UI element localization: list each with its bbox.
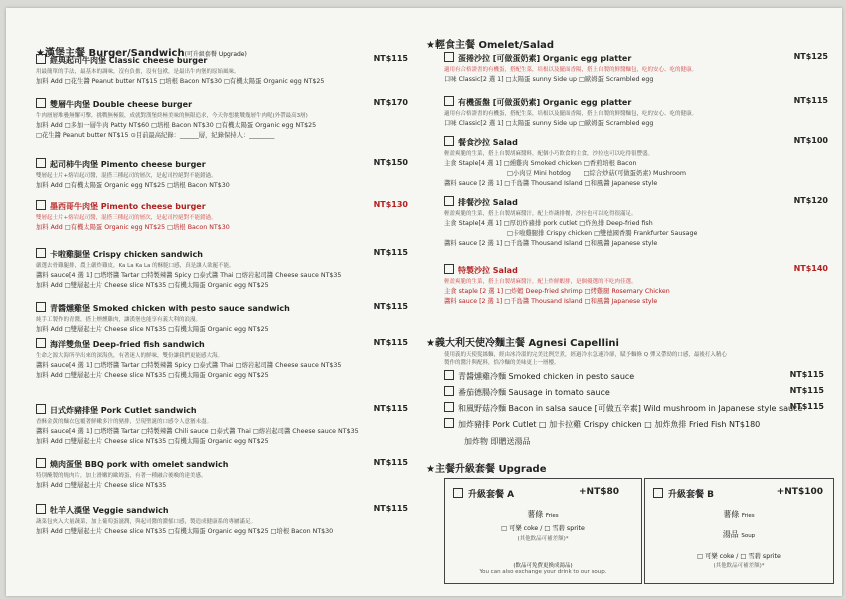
upgrade-b-note: (其他飲品可補差額)* <box>713 563 765 569</box>
item-addon-line[interactable]: 加料 Add □有機太陽蛋 Organic egg NT$25 □培根 Bacon NT$30 <box>36 224 230 231</box>
item-price: NT$115 <box>373 404 408 413</box>
item-desc: 純手工製作的青醬，搭上煙燻雞肉，讓漢堡也能享有義大利的浪漫。 <box>36 317 202 323</box>
menu-paper <box>6 8 842 596</box>
capellini-item-name: 番茄德腸冷麵 Sausage in tomato sauce <box>458 388 610 397</box>
item-price: NT$115 <box>373 458 408 467</box>
item-name-text: 起司柿牛肉堡 Pimento cheese burger <box>50 160 206 169</box>
upgrade-a-foot-1: (飲品可免費更換成湯品) <box>513 563 573 569</box>
item-name <box>444 264 836 276</box>
item-checkbox[interactable] <box>444 96 454 106</box>
item-price: NT$140 <box>793 264 828 273</box>
item-name-text: 日式炸豬排堡 Pork Cutlet sandwich <box>50 406 197 415</box>
item-desc: 香酥金黃的麵衣包覆著鮮嫩多汁的豬排，呈現聖誕的口感令人意猶未盡。 <box>36 419 213 425</box>
burger-item[interactable] <box>36 504 416 535</box>
capellini-item-price: NT$115 <box>789 402 824 411</box>
item-desc: 生命之源大海所孕出來的深海魚，有著迷人的鮮味，雙份讓我們更能感大海。 <box>36 353 224 359</box>
item-name <box>36 404 416 416</box>
item-name-text: 蛋捲沙拉 [可做蛋奶素] Organic egg platter <box>458 54 632 63</box>
upgrade-b-label: 升級套餐 B <box>668 490 714 500</box>
item-desc: 蔬菜包夾入大量蔬菜，加上葡萄蛋滋潤，與起司醬的濃郁口感，製造成健康系的專屬滿足。 <box>36 519 257 525</box>
capellini-item[interactable] <box>444 402 824 414</box>
item-name <box>36 248 416 260</box>
item-name <box>36 98 416 110</box>
item-option-line[interactable]: 主食 staple [2 選 1] □炸蝦 Deep-fried shrimp □烤雞腿 Rosemary Chicken <box>444 288 670 295</box>
burger-item[interactable] <box>36 248 416 289</box>
item-checkbox[interactable] <box>444 386 454 396</box>
item-name <box>36 504 416 516</box>
item-addon-line[interactable]: 加料 Add □雙層起士片 Cheese slice NT$35 □有機太陽蛋 Organic egg NT$25 <box>36 372 269 379</box>
item-option-line[interactable]: 醬料 sauce [2 選 1] □千島醬 Thousand Island □和風醬 Japanese style <box>444 180 658 187</box>
item-name-text: 青醬燻雞堡 Smoked chicken with pesto sauce sandwich <box>50 304 290 313</box>
item-price: NT$150 <box>373 158 408 167</box>
burger-item[interactable] <box>36 404 416 445</box>
item-price: NT$115 <box>373 302 408 311</box>
upgrade-b-fries: 薯條 Fries <box>723 510 755 519</box>
item-option-line[interactable]: 口味 Classic[2 選 1] □太陽蛋 sunny Side up □歐姆蛋 Scrambled egg <box>444 120 654 127</box>
item-name <box>36 458 416 470</box>
item-checkbox[interactable] <box>444 52 454 62</box>
item-name <box>36 200 416 212</box>
item-name-text: 燒肉蛋堡 BBQ pork with omelet sandwich <box>50 460 229 469</box>
light-meal-item[interactable] <box>444 52 836 83</box>
light-meal-section-title: ★輕食主餐 Omelet/Salad <box>426 40 555 51</box>
item-option-line[interactable]: 口味 Classic[2 選 1] □太陽蛋 sunny Side up □歐姆蛋 Scrambled egg <box>444 76 654 83</box>
item-option-line[interactable]: □卡啦雞腿排 Crispy chicken □雙德國香腸 Frankfurter Sausage <box>444 230 698 237</box>
item-addon-line[interactable]: 加料 Add □雙層起士片 Cheese slice NT$35 □有機太陽蛋 Organic egg NT$25 □培根 Bacon NT$30 <box>36 528 334 535</box>
item-addon-line[interactable]: 加料 Add □雙層起士片 Cheese slice NT$35 □有機太陽蛋 Organic egg NT$25 <box>36 438 269 445</box>
upgrade-b-soup: 湯品 Soup <box>722 530 756 539</box>
upgrade-a-checkbox[interactable] <box>453 488 463 498</box>
item-checkbox[interactable] <box>444 370 454 380</box>
item-addon-line[interactable]: 加料 Add □雙層起士片 Cheese slice NT$35 <box>36 482 167 489</box>
capellini-desc-1: 使用義的天使髮絲麵，經由冰冷溫的完美比例烹煮，經過冷水急速冷卻，賦予麵條 Q 彈又帶勁的口感，最後打入精心 <box>444 352 727 358</box>
capellini-item-name: 青醬燻雞冷麵 Smoked chicken in pesto sauce <box>458 372 635 381</box>
item-price: NT$120 <box>793 196 828 205</box>
capellini-item[interactable] <box>444 370 824 382</box>
item-option-line[interactable]: 主食 Staple[4 選 1] □厚切炸豬排 pork cutlet □炸魚排 Deep-fried fish <box>444 220 653 227</box>
burger-item[interactable] <box>36 338 416 379</box>
item-checkbox[interactable] <box>36 248 46 258</box>
item-name-text: 海洋雙魚堡 Deep-fried fish sandwich <box>50 340 205 349</box>
item-name <box>444 196 836 208</box>
item-option-line[interactable]: 醬料 sauce [2 選 1] □千島醬 Thousand Island □和風醬 Japanese style <box>444 298 658 305</box>
item-name-text: 墨西哥牛肉堡 Pimento cheese burger <box>50 202 206 211</box>
item-name <box>36 302 416 314</box>
upgrade-b-drink[interactable]: □ 可樂 coke / □ 雪碧 sprite <box>697 553 781 560</box>
item-addon-line[interactable]: 加料 Add □雙層起士片 Cheese slice NT$35 □有機太陽蛋 Organic egg NT$25 <box>36 326 269 333</box>
item-price: NT$115 <box>793 96 828 105</box>
item-desc: 適用有合格證書的有機蛋，搭配生菜，培根以及擺面香陽，搭上自製的鮮醬麵包，吃的安心、吃的健康。 <box>444 111 698 117</box>
item-name <box>444 52 836 64</box>
upgrade-a-drink[interactable]: □ 可樂 coke / □ 雪碧 sprite <box>501 525 585 532</box>
upgrade-a-note: (其他飲品可補差額)* <box>517 536 569 542</box>
capellini-item-price: NT$115 <box>789 370 824 379</box>
capellini-desc-2: 製作的醬汁與配料，恰冷麵的美味更上一層樓。 <box>444 360 560 366</box>
item-desc: 特別醃製的燒肉片，加上滑嫩的歐姆蛋，有著一種融合後喚的達美感。 <box>36 473 207 479</box>
capellini-section-title: ★義大利天使冷麵主餐 Agnesi Capellini <box>426 338 619 349</box>
item-checkbox[interactable] <box>36 302 46 312</box>
item-name-text: 有機蛋盤 [可做蛋奶素] Organic egg platter <box>458 98 632 107</box>
item-name-text: 卡啦雞腿堡 Crispy chicken sandwich <box>50 250 203 259</box>
item-price: NT$115 <box>373 248 408 257</box>
item-option-line[interactable]: □小肉豆 Mini hotdog □綜合炒菇(可做蛋奶素) Mushroom <box>444 170 687 177</box>
burger-item[interactable] <box>36 302 416 333</box>
item-price: NT$115 <box>373 338 408 347</box>
item-checkbox[interactable] <box>36 504 46 514</box>
upgrade-set-a[interactable] <box>444 478 642 584</box>
burger-section-title: ★漢堡主餐 Burger/Sandwich(可升級套餐 Upgrade) <box>36 48 247 59</box>
item-name-text: 牡羊人漢堡 Veggie sandwich <box>50 506 169 515</box>
item-checkbox[interactable] <box>36 158 46 168</box>
item-name <box>36 338 416 350</box>
item-desc: 雙層起士片+熔岩起司醬，混搭三種起司的層次，是起司控絕對不能錯過。 <box>36 173 217 179</box>
capellini-item[interactable] <box>444 386 824 398</box>
capellini-item[interactable] <box>444 418 824 430</box>
item-addon-line[interactable]: 醬料 sauce[4 選 1] □塔塔醬 Tartar □特製辣醬 Spicy □泰式醬 Thai □熔岩起司醬 Cheese sauce NT$35 <box>36 272 342 279</box>
item-checkbox[interactable] <box>444 136 454 146</box>
item-name-text: 排餐沙拉 Salad <box>458 198 518 207</box>
item-checkbox[interactable] <box>444 196 454 206</box>
capellini-extra: 加炸物 即贈送湯品 <box>464 437 531 446</box>
item-option-line[interactable]: 主食 Staple[4 選 1] □燻雞肉 Smoked chicken □香煎培根 Bacon <box>444 160 637 167</box>
item-price: NT$115 <box>373 54 408 63</box>
item-option-line[interactable]: 醬料 sauce [2 選 1] □千島醬 Thousand Island □和風醬 Japanese style <box>444 240 658 247</box>
item-addon-line[interactable]: □花生醬 Peanut butter NT$15 ⊙目前最高紀錄：______層，紀錄保持人：________ <box>36 132 275 139</box>
item-desc: 輕盈爽脆的生菜，搭上自製胡麻醬料，配個小巧飲食的主食，沙拉也可以吃得很豐盛。 <box>444 151 654 157</box>
upgrade-set-b[interactable] <box>644 478 834 584</box>
item-checkbox[interactable] <box>444 418 454 428</box>
item-desc: 適用有合格證書的有機蛋，搭配生菜，培根以及擺面香陽，搭上自製的鮮醬麵包，吃的安心、吃的健康。 <box>444 67 698 73</box>
item-price: NT$115 <box>373 504 408 513</box>
upgrade-a-fries: 薯條 Fries <box>527 510 559 519</box>
item-price: NT$125 <box>793 52 828 61</box>
light-meal-item[interactable] <box>444 264 836 305</box>
light-meal-item[interactable] <box>444 196 836 247</box>
item-addon-line[interactable]: 加料 Add □有機太陽蛋 Organic egg NT$25 □培根 Bacon NT$30 <box>36 182 230 189</box>
item-checkbox[interactable] <box>36 54 46 64</box>
upgrade-a-price: +NT$80 <box>579 487 619 497</box>
item-name-text: 經典起司牛肉堡 Classic cheese burger <box>50 56 208 65</box>
item-checkbox[interactable] <box>36 404 46 414</box>
item-checkbox[interactable] <box>444 402 454 412</box>
item-checkbox[interactable] <box>444 264 454 274</box>
upgrade-b-checkbox[interactable] <box>653 488 663 498</box>
item-desc: 輕盈爽脆的生菜，搭上自製胡麻醬汁，配上炸鮮蝦排，是個優選的不吃肉佳選。 <box>444 279 637 285</box>
upgrade-a-label: 升級套餐 A <box>468 490 515 500</box>
item-name-text: 餐食沙拉 Salad <box>458 138 518 147</box>
item-desc: 嚴選去骨雞腿排，農上嚴炸雞皮，Ka La Ka La 的酥脆口感，真是讓人欲罷不能。 <box>36 263 235 269</box>
item-checkbox[interactable] <box>36 338 46 348</box>
burger-item[interactable] <box>36 158 416 189</box>
upgrade-section-title: ★主餐升級套餐 Upgrade <box>426 464 547 475</box>
item-name <box>444 136 836 148</box>
item-addon-line[interactable]: 加料 Add □多加一層牛肉 Patty NT$60 □培根 Bacon NT$30 □有機太陽蛋 Organic egg NT$25 <box>36 122 317 129</box>
item-name <box>444 96 836 108</box>
burger-item[interactable] <box>36 200 416 231</box>
burger-item[interactable] <box>36 98 416 139</box>
item-price: NT$130 <box>373 200 408 209</box>
item-addon-line[interactable]: 醬料 sauce[4 選 1] □塔塔醬 Tartar □特製辣醬 Chili sauce □泰式醬 Thai □熔岩起司醬 Cheese sauce NT$35 <box>36 428 359 435</box>
light-meal-item[interactable] <box>444 136 836 187</box>
item-desc: 牛肉層層堆疊無懈可擊，挑戰無極限，成就對漢堡終極美味的無限追求，今天你想挑戰幾層牛肉呢(外帶最高3層) <box>36 113 308 119</box>
item-desc: 雙層起士片+熔岩起司醬，混搭三種起司的層次，是起司控絕對不能錯過。 <box>36 215 217 221</box>
item-name-text: 雙層牛肉堡 Double cheese burger <box>50 100 193 109</box>
item-checkbox[interactable] <box>36 98 46 108</box>
item-name <box>36 158 416 170</box>
item-desc: 輕盈爽脆的生菜，搭上自製胡麻醬汁，配上炸蔬排餐，沙拉也可以吃得很滿足。 <box>444 211 637 217</box>
capellini-item-name: 加炸豬排 Pork Cutlet □ 加卡拉雞 Crispy chicken □ 加炸魚排 Fried Fish NT$180 <box>458 420 761 429</box>
item-addon-line[interactable]: 醬料 sauce[4 選 1] □塔塔醬 Tartar □特製辣醬 Spicy □泰式醬 Thai □熔岩起司醬 Cheese sauce NT$35 <box>36 362 342 369</box>
burger-item[interactable] <box>36 54 416 85</box>
item-name <box>36 54 416 66</box>
item-price: NT$100 <box>793 136 828 145</box>
item-desc: 用最簡單的手法，最基本的調味，沒有負擔，沒有包袱，是最出牛肉堡的原始風味。 <box>36 69 240 75</box>
upgrade-a-foot-2: You can also exchange your drink to our soup. <box>479 569 607 575</box>
upgrade-b-price: +NT$100 <box>776 487 823 497</box>
item-checkbox[interactable] <box>36 200 46 210</box>
item-addon-line[interactable]: 加料 Add □花生醬 Peanut butter NT$15 □培根 Bacon NT$30 □有機太陽蛋 Organic egg NT$25 <box>36 78 325 85</box>
item-checkbox[interactable] <box>36 458 46 468</box>
capellini-item-price: NT$115 <box>789 386 824 395</box>
item-name-text: 特製沙拉 Salad <box>458 266 518 275</box>
item-price: NT$170 <box>373 98 408 107</box>
light-meal-item[interactable] <box>444 96 836 127</box>
capellini-item-name: 和風野菇冷麵 Bacon in salsa sauce [可做五辛素] Wild mushroom in Japanese style sauce <box>458 404 803 413</box>
item-addon-line[interactable]: 加料 Add □雙層起士片 Cheese slice NT$35 □有機太陽蛋 Organic egg NT$25 <box>36 282 269 289</box>
burger-item[interactable] <box>36 458 416 489</box>
